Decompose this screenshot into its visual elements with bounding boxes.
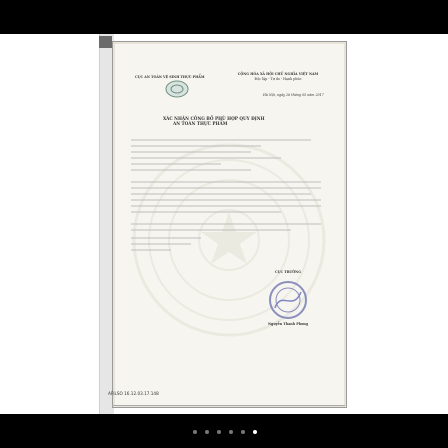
signer-title: CỤC TRƯỞNG — [274, 270, 302, 274]
footer-divider — [112, 405, 345, 406]
footer-code: AFILSO 16.12.03.17.148 — [108, 391, 159, 396]
carousel-dot-6[interactable] — [253, 430, 257, 434]
document-title: XÁC NHẬN CÔNG BỐ PHÙ HỢP QUY ĐỊNH — [163, 116, 265, 121]
header-left: CỤC AN TOÀN VỆ SINH THỰC PHẨM — [135, 75, 205, 79]
signer-name: Nguyễn Thanh Phong — [268, 322, 308, 326]
carousel-dots — [193, 430, 257, 434]
carousel-dot-4[interactable] — [229, 430, 233, 434]
body-text-lines — [131, 134, 331, 279]
carousel-dot-2[interactable] — [205, 430, 209, 434]
header-right-motto: Độc lập - Tự do - Hạnh phúc — [254, 77, 302, 81]
carousel-dot-1[interactable] — [193, 430, 197, 434]
document-subtitle: AN TOÀN THỰC PHẨM — [173, 121, 228, 126]
signature-block — [263, 270, 313, 274]
carousel-dot-5[interactable] — [241, 430, 245, 434]
certificate-document — [112, 41, 347, 408]
header-right-title: CỘNG HÒA XÃ HỘI CHỦ NGHĨA VIỆT NAM — [237, 72, 319, 76]
ministry-seal-icon — [165, 80, 189, 98]
document-date: Hà Nội, ngày 26 tháng 05 năm 2017 — [263, 93, 324, 97]
official-stamp-icon — [263, 280, 313, 320]
top-bar — [0, 0, 448, 34]
corner-stamp — [99, 36, 112, 48]
carousel-dot-3[interactable] — [217, 430, 221, 434]
